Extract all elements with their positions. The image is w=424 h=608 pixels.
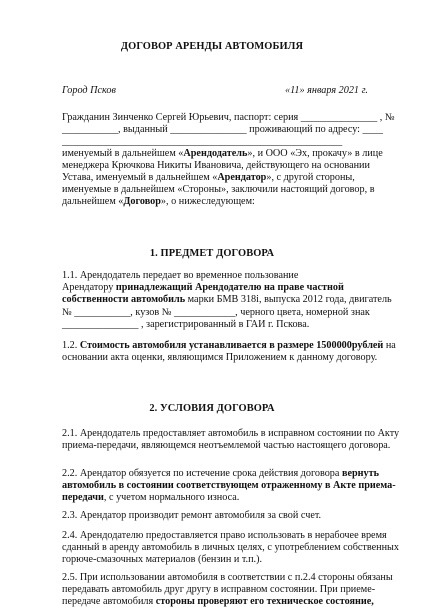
text: на [383, 340, 396, 351]
bold-text: Арендодатель [183, 148, 248, 159]
text: сданный в аренду автомобиль в личных целях, с употреблением собственных [62, 542, 399, 554]
text: 2.2. Арендатор обязуется по истечение срока действия договора [62, 468, 342, 479]
bold-text: Стоимость автомобиля устанавливается в размере 1500000рублей [79, 340, 384, 351]
text: № ___________, кузов № ____________, черного цвета, номерной знак [62, 306, 370, 318]
text: », с другой стороны, [266, 172, 355, 183]
bold-text: автомобиль в состоянии соответствующем отраженному в Акте приема- [62, 480, 396, 492]
text: 1.2. [62, 340, 80, 351]
intro-line [62, 196, 388, 208]
p22-line [62, 492, 388, 504]
p24-line [62, 530, 388, 542]
p11-line [62, 294, 392, 306]
p12-line [62, 352, 388, 364]
section-2-title: 2. УСЛОВИЯ ДОГОВОРА [149, 403, 275, 414]
text: Гражданин Зинченко Сергей Юрьевич, паспорт: серия _______________ , № [62, 112, 395, 123]
p11-line [62, 282, 388, 294]
text: _______________________________________________________ [62, 136, 343, 147]
text: 2.1. Арендодатель предоставляет автомобиль в исправном состоянии по Акту [62, 428, 400, 439]
text: марки БМВ 318i, выпуска 2012 года, двигатель [185, 294, 392, 306]
text: передаче автомобиля [62, 596, 156, 608]
p11-line [62, 270, 388, 282]
text: 2.3. Арендатор производит ремонт автомобиля за свой счет. [62, 510, 322, 521]
intro-line [62, 124, 388, 136]
text: основании акта оценки, являющимся Приложением к данному договору. [62, 352, 378, 364]
intro-line [62, 112, 395, 124]
p12-line [62, 340, 396, 352]
bold-text: Арендатор [217, 172, 267, 183]
p21-line [62, 428, 400, 440]
bold-text: передачи [62, 492, 104, 504]
bold-text: вернуть [341, 468, 380, 479]
text: именуемые в дальнейшем «Стороны», заключили настоящий договор, в [62, 184, 375, 195]
text: Устава, именуемый в дальнейшем « [62, 172, 218, 183]
text: именуемый в дальнейшем « [62, 148, 184, 159]
text: », о нижеследующем: [160, 196, 255, 207]
p11-line [62, 307, 388, 319]
text: 2.4. Арендодателю предоставляется право использовать в нерабочее время [62, 530, 387, 541]
intro-line [62, 136, 388, 148]
p22-line [62, 468, 388, 480]
text: приема-передачи, являющемся неотъемлемой частью настоящего договора. [62, 440, 391, 452]
intro-line [62, 148, 388, 160]
text: горюче-смазочных материалов (бензин и т.п.). [62, 554, 263, 566]
section-1-title: 1. ПРЕДМЕТ ДОГОВОРА [149, 248, 275, 259]
p25-line [62, 596, 388, 608]
bold-text: собственности автомобиль [62, 294, 186, 306]
intro-line [62, 160, 388, 172]
intro-line [62, 172, 388, 184]
p24-line [62, 554, 388, 566]
p24-line [62, 542, 399, 554]
intro-line [62, 184, 388, 196]
p25-line [62, 584, 388, 596]
p22-line [62, 480, 396, 492]
bold-text: стороны проверяют его техническое состояние, [155, 596, 374, 608]
text: , с учетом нормального износа. [103, 492, 240, 504]
p11-line [62, 319, 388, 331]
contract-city: Город Псков [62, 85, 116, 96]
document-title: ДОГОВОР АРЕНДЫ АВТОМОБИЛЯ [120, 41, 304, 52]
text: передавать автомобиль друг другу в исправном состоянии. При приеме- [62, 584, 376, 596]
text: 2.5. При использовании автомобиля в соответствии с п.2.4 стороны обязаны [62, 572, 393, 583]
p21-line [62, 440, 391, 452]
text: », и ООО «Эх, прокачу» в лице [247, 148, 383, 159]
text: Арендатору [62, 282, 116, 294]
p23-line [62, 510, 388, 522]
text: дальнейшем « [62, 196, 124, 207]
text: менеджера Крючкова Никиты Ивановича, действующего на основании [62, 160, 370, 171]
text: 1.1. Арендодатель передает во временное пользование [62, 270, 299, 281]
bold-text: принадлежащий Арендодателю на праве частной [115, 282, 344, 294]
text: _______________ , зарегистрированный в ГАИ г. Пскова. [62, 318, 310, 330]
contract-date: «11» января 2021 г. [285, 85, 368, 96]
text: ___________, выданный _______________ проживающий по адресу: ____ [62, 124, 383, 135]
bold-text: Договор [123, 196, 161, 207]
p25-line [62, 572, 393, 584]
